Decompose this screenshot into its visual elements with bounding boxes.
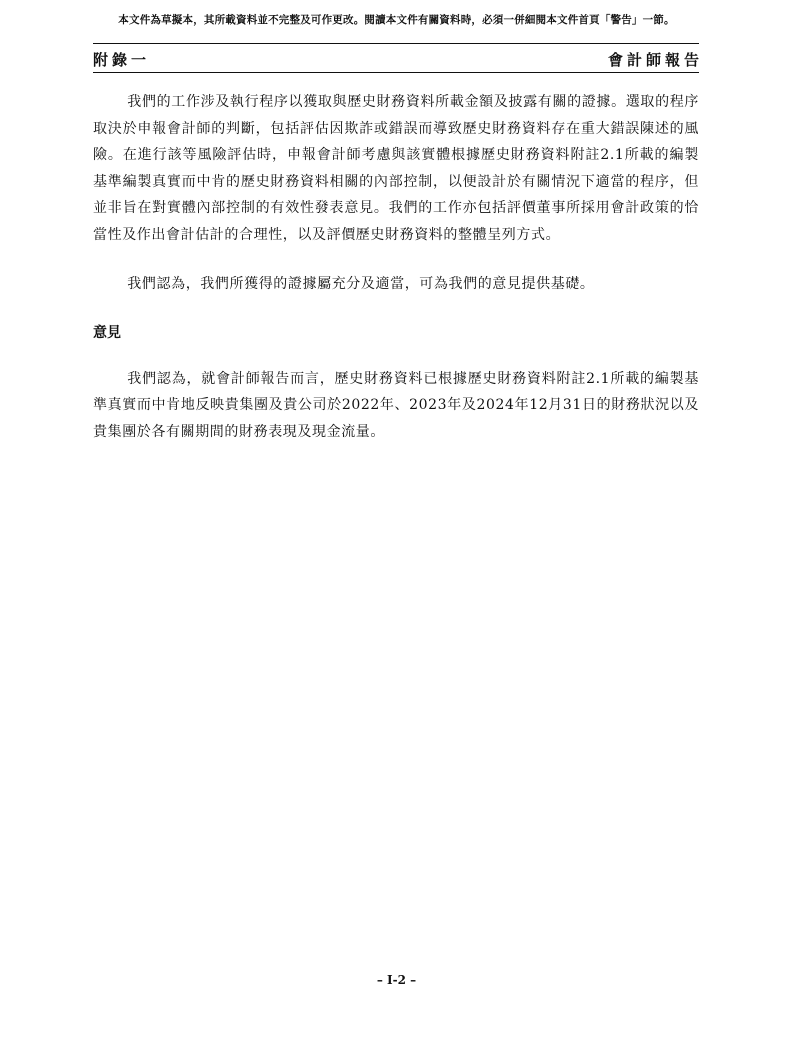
- page-header: [93, 49, 703, 71]
- appendix-label: 附錄一: [93, 51, 151, 69]
- body-paragraph-opinion: 我們認為，就會計師報告而言，歷史財務資料已根據歷史財務資料附註2.1所載的編製基準真實而中肯地反映貴集團及貴公司於2022年、2023年及2024年12月31日的財務狀況以及貴集團於各有關期間的財務表現及現金流量。: [93, 370, 699, 440]
- body-paragraph-evidence: 我們認為，我們所獲得的證據屬充分及適當，可為我們的意見提供基礎。: [127, 276, 595, 292]
- opinion-heading: 意見: [93, 324, 121, 341]
- header-top-rule: [93, 43, 699, 44]
- page-number: – I-2 –: [376, 973, 417, 987]
- report-body: [93, 89, 699, 445]
- section-title: 會計師報告: [607, 51, 703, 69]
- header-bottom-rule: [93, 72, 699, 73]
- body-paragraph-procedures: 我們的工作涉及執行程序以獲取與歷史財務資料所載金額及披露有關的證據。選取的程序取決於申報會計師的判斷，包括評估因欺詐或錯誤而導致歷史財務資料存在重大錯誤陳述的風險。在進行該等風險評估時，申報會計師考慮與該實體根據歷史財務資料附註2.1所載的編製基準編製真實而中肯的歷史財務資料相關的內部控制，以便設計於有關情況下適當的程序，但並非旨在對實體內部控制的有效性發表意見。我們的工作亦包括評價董事所採用會計政策的恰當性及作出會計估計的合理性，以及評價歷史財務資料的整體呈列方式。: [93, 94, 699, 243]
- draft-warning-banner: 本文件為草擬本，其所載資料並不完整及可作更改。閱讀本文件有關資料時，必須一併細閱本文件首頁「警告」一節。: [118, 14, 675, 26]
